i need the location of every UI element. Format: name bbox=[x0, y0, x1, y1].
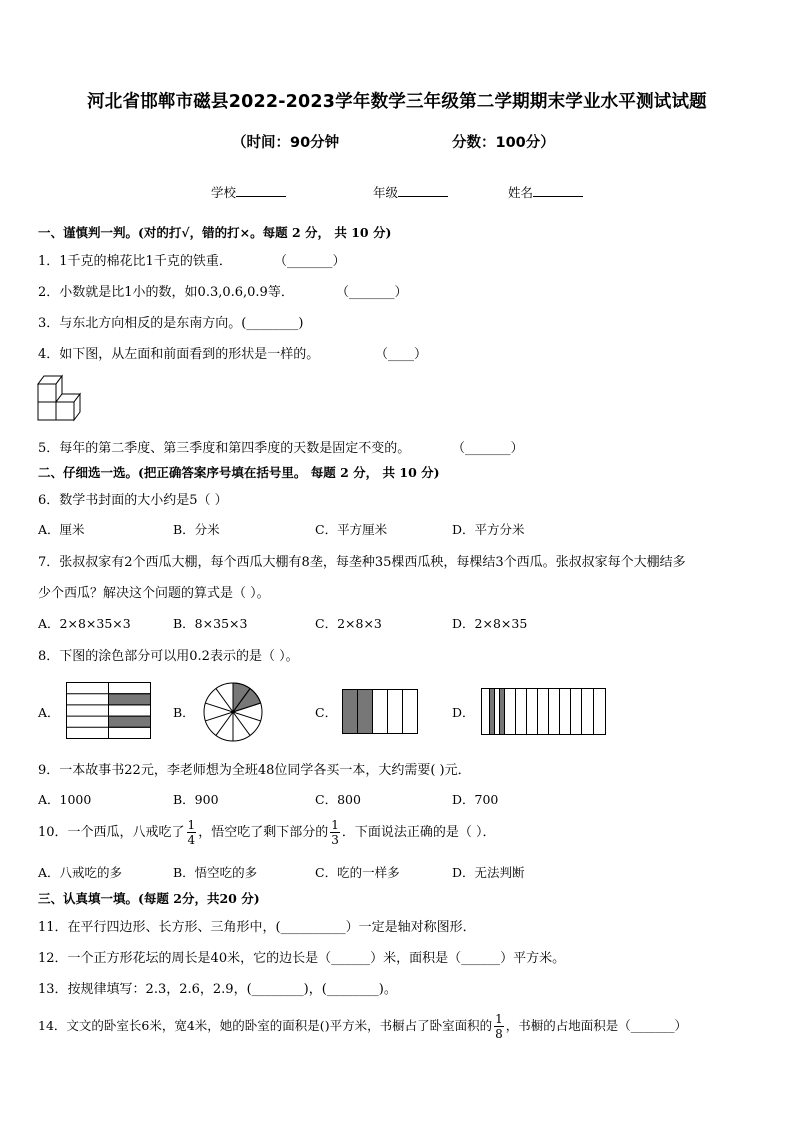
q9-option-c[interactable]: C．800 bbox=[315, 792, 361, 807]
q7-option-c[interactable]: C．2×8×3 bbox=[315, 616, 382, 631]
name-blank[interactable] bbox=[533, 184, 583, 197]
fraction-one-eighth: $\frac{1}{8}$ bbox=[495, 1012, 503, 1041]
exam-time: （时间：90分钟 bbox=[232, 135, 340, 151]
question-10-part-2: ，悟空吃了剩下部分的 bbox=[198, 825, 329, 840]
section-2-heading: 二、仔细选一选。(把正确答案序号填在括号里。 每题 2 分， 共 10 分) bbox=[38, 465, 440, 480]
fraction-one-quarter: $\frac{1}{4}$ bbox=[187, 818, 196, 847]
q6-option-b[interactable]: B．分米 bbox=[173, 522, 220, 537]
q7-option-d[interactable]: D．2×8×35 bbox=[452, 616, 528, 631]
question-3: 3．与东北方向相反的是东南方向。(________) bbox=[38, 316, 304, 331]
grade-label: 年级 bbox=[373, 185, 399, 200]
question-14-part-1: 14．文文的卧室长6米，宽4米，她的卧室的面积是()平方米，书橱占了卧室面积的 bbox=[38, 1018, 493, 1033]
section-1-heading: 一、谨慎判一判。(对的打√，错的打×。每题 2 分， 共 10 分) bbox=[38, 225, 392, 240]
q8-option-a-figure[interactable] bbox=[66, 682, 152, 740]
q8-option-c-label[interactable]: C． bbox=[315, 705, 338, 720]
question-4: 4．如下图，从左面和前面看到的形状是一样的。 bbox=[38, 347, 320, 362]
page-title: 河北省邯郸市磁县2022-2023学年数学三年级第二学期期末学业水平测试试题 bbox=[87, 92, 707, 112]
question-1-answer-blank[interactable]: （_______） bbox=[274, 254, 346, 269]
q8-option-a-label[interactable]: A． bbox=[38, 705, 60, 720]
question-14 bbox=[38, 1012, 687, 1041]
q8-option-d-label[interactable]: D． bbox=[452, 705, 475, 720]
q7-option-b[interactable]: B．8×35×3 bbox=[173, 616, 248, 631]
school-label: 学校 bbox=[211, 185, 237, 200]
q6-option-c[interactable]: C．平方厘米 bbox=[315, 522, 388, 537]
grade-field bbox=[373, 183, 448, 201]
name-label: 姓名 bbox=[508, 185, 534, 200]
q10-option-b[interactable]: B．悟空吃的多 bbox=[173, 865, 258, 880]
school-blank[interactable] bbox=[236, 184, 286, 197]
question-2-answer-blank[interactable]: （_______） bbox=[336, 285, 408, 300]
question-2: 2．小数就是比1小的数，如0.3,0.6,0.9等． bbox=[38, 285, 294, 300]
question-1: 1．1千克的棉花比1千克的铁重． bbox=[38, 254, 232, 269]
question-10 bbox=[38, 818, 495, 847]
question-4-answer-blank[interactable]: （____） bbox=[375, 347, 428, 362]
q8-option-d-figure[interactable] bbox=[481, 688, 607, 736]
q8-option-c-figure[interactable] bbox=[342, 689, 420, 735]
cube-stack-figure bbox=[36, 372, 90, 424]
q10-option-d[interactable]: D．无法判断 bbox=[452, 865, 525, 880]
q10-option-c[interactable]: C．吃的一样多 bbox=[315, 865, 400, 880]
q9-option-b[interactable]: B．900 bbox=[173, 792, 219, 807]
question-10-part-3: ．下面说法正确的是（ ）． bbox=[341, 825, 496, 840]
question-6: 6．数学书封面的大小约是5（ ） bbox=[38, 493, 228, 508]
q10-option-a[interactable]: A．八戒吃的多 bbox=[38, 865, 123, 880]
question-9: 9．一本故事书22元，李老师想为全班48位同学各买一本，大约需要( )元． bbox=[38, 763, 471, 778]
grade-blank[interactable] bbox=[398, 184, 448, 197]
exam-score: 分数：100分） bbox=[452, 135, 555, 151]
question-5: 5．每年的第二季度、第三季度和第四季度的天数是固定不变的。 bbox=[38, 441, 411, 456]
name-field bbox=[508, 183, 583, 201]
question-11: 11．在平行四边形、长方形、三角形中，(__________）一定是轴对称图形． bbox=[38, 920, 476, 935]
question-14-part-2: ，书橱的占地面积是（_______） bbox=[505, 1018, 687, 1033]
question-5-answer-blank[interactable]: （_______） bbox=[452, 441, 524, 456]
school-field bbox=[211, 183, 286, 201]
q8-option-b-label[interactable]: B． bbox=[173, 705, 195, 720]
question-10-part-1: 10．一个西瓜，八戒吃了 bbox=[38, 825, 185, 840]
q8-option-b-figure[interactable] bbox=[203, 682, 263, 742]
q6-option-a[interactable]: A．厘米 bbox=[38, 522, 85, 537]
question-8: 8．下图的涂色部分可以用0.2表示的是（ ）。 bbox=[38, 649, 299, 664]
section-3-heading: 三、认真填一填。(每题 2分，共20 分) bbox=[38, 891, 260, 906]
q7-option-a[interactable]: A．2×8×35×3 bbox=[38, 616, 131, 631]
question-7-line-2: 少个西瓜？解决这个问题的算式是（ ）。 bbox=[38, 586, 270, 601]
question-12: 12．一个正方形花坛的周长是40米，它的边长是（______）米，面积是（______）平方米。 bbox=[38, 951, 566, 966]
q9-option-d[interactable]: D．700 bbox=[452, 792, 499, 807]
q6-option-d[interactable]: D．平方分米 bbox=[452, 522, 525, 537]
question-13: 13．按规律填写：2.3，2.6，2.9，(________)，(________)。 bbox=[38, 982, 397, 997]
fraction-one-third: $\frac{1}{3}$ bbox=[331, 818, 339, 847]
question-7-line-1: 7．张叔叔家有2个西瓜大棚，每个西瓜大棚有8垄，每垄种35棵西瓜秧，每棵结3个西瓜。张叔叔家每个大棚结多 bbox=[38, 555, 686, 570]
q9-option-a[interactable]: A．1000 bbox=[38, 792, 92, 807]
